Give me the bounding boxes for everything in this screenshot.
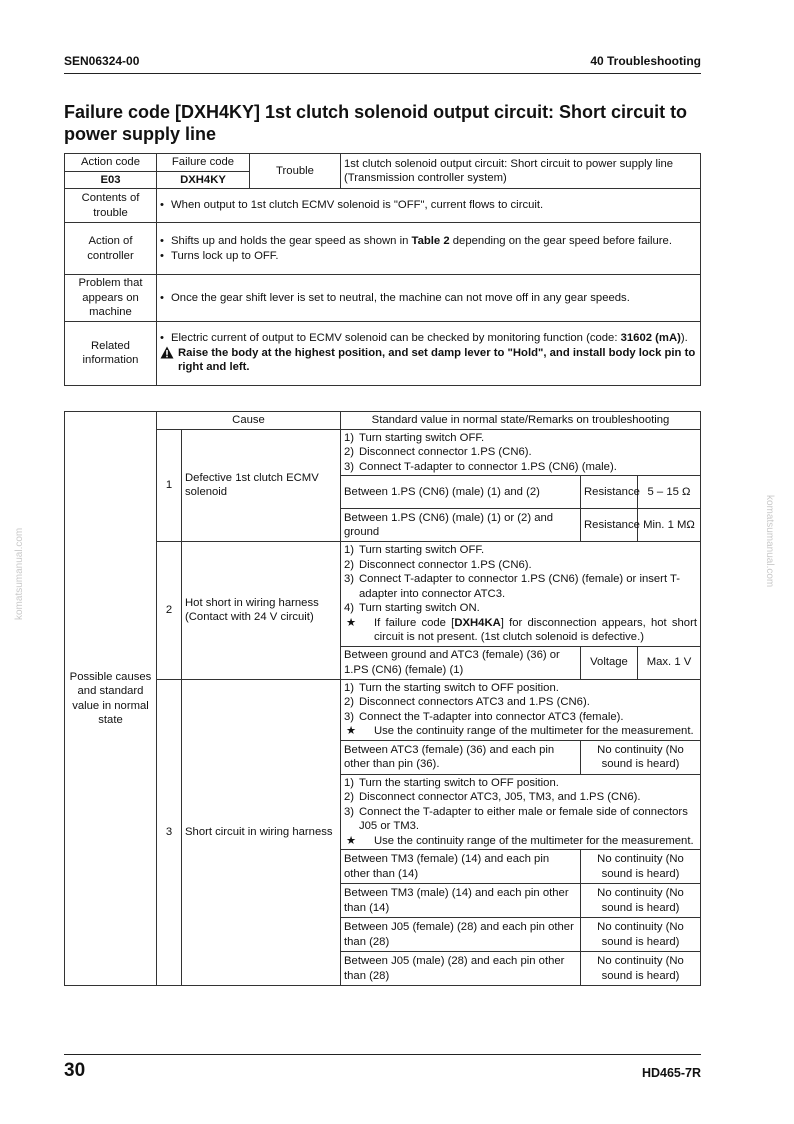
- page-number: 30: [64, 1060, 86, 1081]
- contents-label: Contents of trouble: [65, 189, 157, 223]
- cause-2-note: ★ If failure code [DXH4KA] for disconnection appears, hot short circuit is not present. (1st clutch solenoid is defective.): [346, 616, 697, 643]
- failure-info-table: [64, 153, 701, 386]
- cause-3-steps-a: 1) Turn the starting switch to OFF position. 2) Disconnect connectors ATC3 and 1.PS (CN6). 3) Connect the T-adapter into connector ATC3 (female). ★ Use the continuity range of the multimeter for the measurement.: [341, 679, 701, 740]
- cause-3-row-b1-desc: Between TM3 (female) (14) and each pin other than (14): [341, 850, 581, 884]
- page-title: Failure code [DXH4KY] 1st clutch solenoid output circuit: Short circuit to power supply line: [64, 102, 688, 144]
- problem-cell: • Once the gear shift lever is set to neutral, the machine can not move off in any gear speeds.: [157, 275, 701, 322]
- star-icon: ★: [346, 616, 357, 629]
- watermark-right: komatsumanual.com: [764, 495, 775, 588]
- cause-1-row-1-item: Resistance: [581, 476, 638, 509]
- cause-3-row-b1-value: No continuity (No sound is heard): [581, 850, 701, 884]
- cause-3-row-b2-desc: Between TM3 (male) (14) and each pin other than (14): [341, 884, 581, 918]
- trouble-line-2: (Transmission controller system): [344, 172, 507, 184]
- cause-2-steps: 1) Turn starting switch OFF. 2) Disconnect connector 1.PS (CN6). 3) Connect T-adapter to connector 1.PS (CN6) (female) or insert T-adapter into connector ATC3. 4) Turn starting switch ON. ★ If failure code [DXH4KA] for disconnection appears, hot short circuit is not present. (1st clutch solenoid is defective.): [341, 542, 701, 647]
- trouble-line-1: 1st clutch solenoid output circuit: Short circuit to power supply line: [344, 157, 674, 170]
- causes-group-label: Possible causes and standard value in normal state: [65, 412, 157, 986]
- cause-3-row-b3-desc: Between J05 (female) (28) and each pin other than (28): [341, 918, 581, 952]
- cause-3-row-a-desc: Between ATC3 (female) (36) and each pin other than pin (36).: [341, 740, 581, 774]
- cause-2-row-item: Voltage: [581, 646, 638, 679]
- cause-3-row-b3-value: No continuity (No sound is heard): [581, 918, 701, 952]
- star-icon: ★: [346, 834, 357, 847]
- warning-triangle-icon: [160, 346, 178, 375]
- star-icon: ★: [346, 725, 357, 737]
- cause-1-row-2-desc: Between 1.PS (CN6) (male) (1) or (2) and ground: [341, 509, 581, 542]
- related-warning: Raise the body at the highest position, and set damp lever to "Hold", and install body lock pin to right and left.: [160, 346, 697, 375]
- trouble-label: Trouble: [250, 154, 341, 189]
- page-header: [64, 53, 701, 74]
- cause-3-row-a-value: No continuity (No sound is heard): [581, 740, 701, 774]
- problem-text: Once the gear shift lever is set to neutral, the machine can not move off in any gear speeds.: [171, 291, 630, 304]
- cause-1-row-1-value: 5 – 15 Ω: [638, 476, 701, 509]
- contents-text: When output to 1st clutch ECMV solenoid is "OFF", current flows to circuit.: [171, 199, 544, 212]
- cause-1-steps: 1) Turn starting switch OFF. 2) Disconnect connector 1.PS (CN6). 3) Connect T-adapter to connector 1.PS (CN6) (male).: [341, 429, 701, 476]
- cause-3-number: 3: [157, 679, 182, 986]
- footer-rule: [64, 1054, 701, 1055]
- cause-3-note-b: ★ Use the continuity range of the multimeter for the measurement.: [346, 834, 694, 847]
- cause-1-row-1-desc: Between 1.PS (CN6) (male) (1) and (2): [341, 476, 581, 509]
- cause-2-label: Hot short in wiring harness (Contact with 24 V circuit): [182, 542, 341, 680]
- cause-3-note-a: ★ Use the continuity range of the multimeter for the measurement.: [346, 725, 694, 737]
- cause-2-row-value: Max. 1 V: [638, 646, 701, 679]
- problem-label: Problem that appears on machine: [65, 275, 157, 322]
- model-name: HD465-7R: [641, 1066, 701, 1080]
- action-text-1: Shifts up and holds the gear speed as shown in Table 2 depending on the gear speed before failure.: [171, 235, 672, 247]
- action-code: E03: [65, 171, 157, 189]
- cause-3-steps-b: 1) Turn the starting switch to OFF position. 2) Disconnect connector ATC3, J05, TM3, and 1.PS (CN6). 3) Connect the T-adapter to either male or female side of connectors J05 or TM3. ★ Use the continuity range of the multimeter for the measurement.: [341, 774, 701, 850]
- cause-1-row-2-item: Resistance: [581, 509, 638, 542]
- cause-3-row-b2-value: No continuity (No sound is heard): [581, 884, 701, 918]
- failure-code: DXH4KY: [157, 171, 250, 189]
- contents-cell: • When output to 1st clutch ECMV solenoid is "OFF", current flows to circuit.: [157, 189, 701, 223]
- action-code-label: Action code: [65, 154, 157, 172]
- related-label: Related information: [65, 321, 157, 385]
- doc-code: SEN06324-00: [64, 54, 140, 68]
- cause-3-label: Short circuit in wiring harness: [182, 679, 341, 986]
- cause-1-label: Defective 1st clutch ECMV solenoid: [182, 429, 341, 542]
- cause-1-row-2-value: Min. 1 MΩ: [638, 509, 701, 542]
- standard-header: Standard value in normal state/Remarks on troubleshooting: [341, 412, 701, 430]
- cause-header: Cause: [157, 412, 341, 430]
- trouble-description: [341, 154, 701, 189]
- cause-2-number: 2: [157, 542, 182, 680]
- related-text: Electric current of output to ECMV solenoid can be checked by monitoring function (code: 31602 (mA)).: [171, 332, 688, 345]
- watermark-left: komatsumanual.com: [14, 527, 25, 620]
- action-label: Action of controller: [65, 223, 157, 275]
- cause-3-row-b4-desc: Between J05 (male) (28) and each pin other than (28): [341, 952, 581, 986]
- failure-code-label: Failure code: [157, 154, 250, 172]
- action-cell: • Shifts up and holds the gear speed as shown in Table 2 depending on the gear speed before failure. • Turns lock up to OFF.: [157, 223, 701, 275]
- cause-3-row-b4-value: No continuity (No sound is heard): [581, 952, 701, 986]
- action-text-2: Turns lock up to OFF.: [171, 249, 279, 262]
- cause-1-number: 1: [157, 429, 182, 542]
- related-cell: • Electric current of output to ECMV solenoid can be checked by monitoring function (code: 31602 (mA)). Raise the body at the highest position, and set damp lever to "Hold", and install body lock pin to right and left.: [157, 321, 701, 385]
- causes-table: [64, 411, 701, 986]
- section-name: 40 Troubleshooting: [590, 54, 701, 68]
- cause-2-row-desc: Between ground and ATC3 (female) (36) or 1.PS (CN6) (female) (1): [341, 646, 581, 679]
